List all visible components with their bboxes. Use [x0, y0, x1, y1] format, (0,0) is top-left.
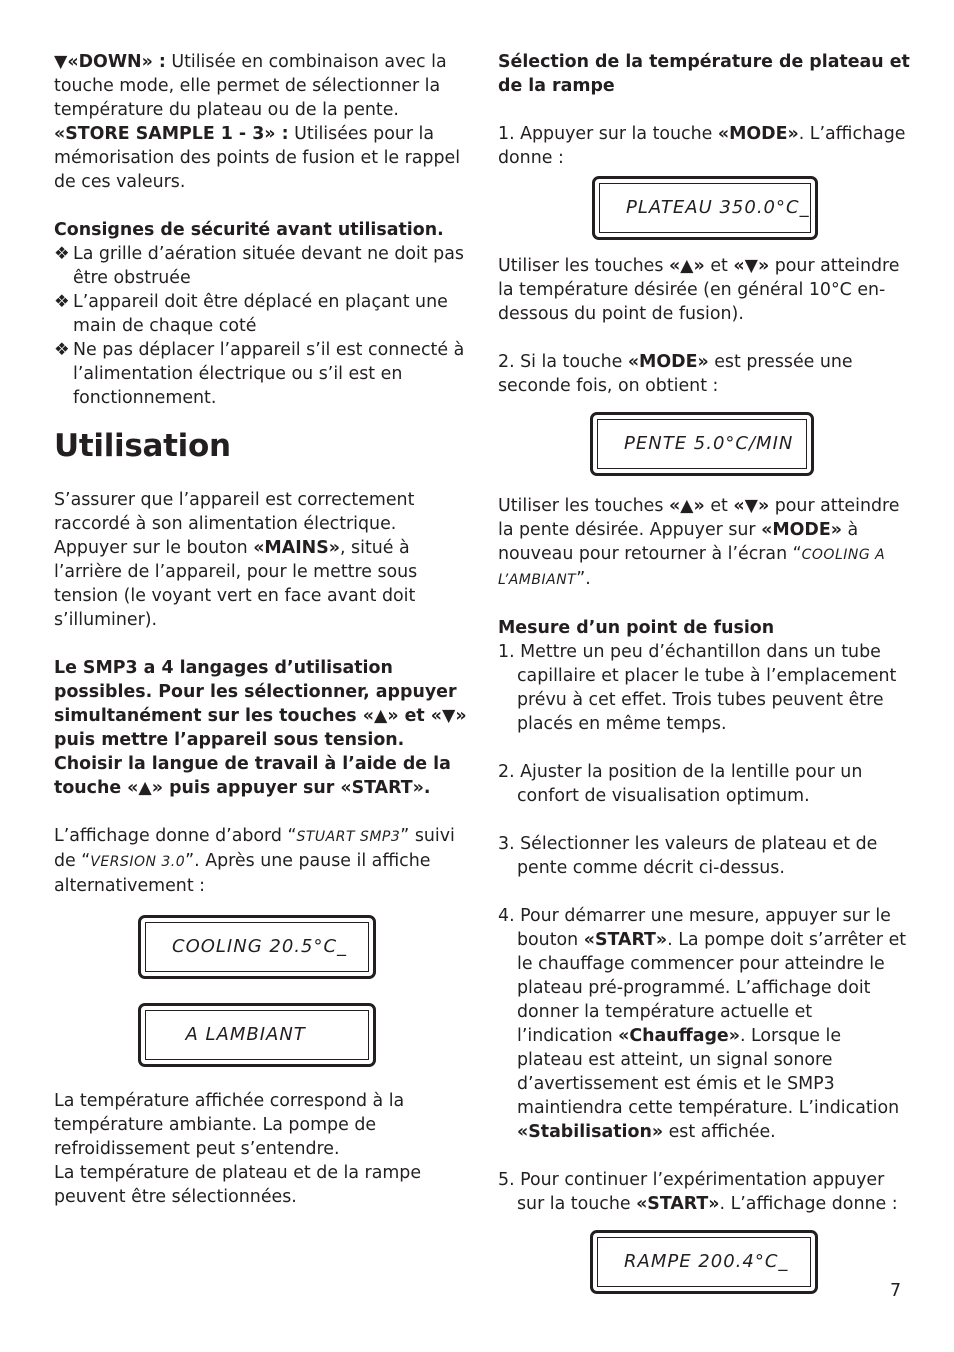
ambient-paragraph: La température affichée correspond à la température ambiante. La pompe de refroidissement peut s’entendre.	[54, 1091, 405, 1159]
lcd-text: A LAMBIANT	[145, 1010, 369, 1060]
melting-point-heading: Mesure d’un point de fusion	[498, 618, 775, 638]
bullet-icon: ❖	[54, 292, 70, 312]
safety-item	[54, 338, 468, 410]
store-key-label: «STORE SAMPLE 1 - 3» :	[54, 124, 289, 144]
down-key-text: Utilisée en combinaison avec la touche mode, elle permet de sélectionner la température du plateau ou de la pente.	[54, 52, 447, 120]
lcd-display-rampe	[590, 1230, 818, 1294]
safety-heading: Consignes de sécurité avant utilisation.	[54, 220, 444, 240]
store-key-paragraph	[54, 122, 468, 194]
lcd-text: PLATEAU 350.0°C_	[599, 183, 811, 233]
slope-adjust-paragraph: Utiliser les touches «▲» et «▼» pour atteindre la pente désirée. Appuyer sur «MODE» à nouveau pour retourner à l’écran “COOLING A L’AMBIANT”.	[498, 496, 900, 589]
inline-lcd-text: STUART SMP3	[296, 829, 401, 845]
safety-item	[54, 242, 468, 290]
mode-step-2: 2. Si la touche «MODE» est pressée une seconde fois, on obtient :	[498, 352, 853, 396]
section-title: Utilisation	[54, 428, 231, 464]
lcd-display-pente	[590, 412, 814, 476]
bullet-icon: ❖	[54, 340, 70, 360]
page-number: 7	[890, 1281, 902, 1301]
safety-item-text: L’appareil doit être déplacé en plaçant une main de chaque coté	[73, 292, 448, 336]
safety-item-text: Ne pas déplacer l’appareil s’il est connecté à l’alimentation électrique ou s’il est en fonctionnement.	[73, 340, 465, 408]
measure-step: 4. Pour démarrer une mesure, appuyer sur le bouton «START». La pompe doit s’arrêter et le chauffage commencer pour atteindre le plateau pré-programmé. L’affichage doit donner la température actuelle et l’indication «Chauffage». Lorsque le plateau est atteint, un signal sonore d’avertissement est émis et le SMP3 maintiendra cette température. L’indication «Stabilisation» est affichée.	[498, 906, 907, 1142]
bullet-icon: ❖	[54, 244, 70, 264]
selection-paragraph: La température de plateau et de la rampe peuvent être sélectionnées.	[54, 1163, 422, 1207]
measure-step: 2. Ajuster la position de la lentille pour un confort de visualisation optimum.	[498, 762, 863, 806]
measure-step: 1. Mettre un peu d’échantillon dans un tube capillaire et placer le tube à l’emplacement prévu à cet effet. Trois tubes peuvent être placés en même temps.	[498, 642, 897, 734]
inline-lcd-text: VERSION 3.0	[90, 854, 186, 870]
power-paragraph: S’assurer que l’appareil est correctement raccordé à son alimentation électrique. Appuyer sur le bouton «MAINS», situé à l’arrière de l’appareil, pour le mettre sous tension (le voyant vert en face avant doit s’illuminer).	[54, 490, 418, 630]
measure-step: 5. Pour continuer l’expérimentation appuyer sur la touche «START». L’affichage donne :	[498, 1170, 898, 1214]
lcd-text: COOLING 20.5°C_	[145, 922, 369, 972]
lcd-text: RAMPE 200.4°C_	[597, 1237, 811, 1287]
display-intro-paragraph: L’affichage donne d’abord “STUART SMP3” suivi de “VERSION 3.0”. Après une pause il affiche alternativement :	[54, 826, 455, 896]
down-key-paragraph	[54, 50, 468, 122]
lcd-display-cooling	[138, 915, 376, 979]
lcd-text: PENTE 5.0°C/MIN	[597, 419, 807, 469]
right-column	[498, 50, 912, 1294]
left-column	[54, 50, 468, 1209]
lcd-display-ambient	[138, 1003, 376, 1067]
safety-item-text: La grille d’aération située devant ne doit pas être obstruée	[73, 244, 464, 288]
language-paragraph: Le SMP3 a 4 langages d’utilisation possibles. Pour les sélectionner, appuyer simultanément sur les touches «▲» et «▼» puis mettre l’appareil sous tension. Choisir la langue de travail à l’aide de la touche «▲» puis appuyer sur «START».	[54, 658, 467, 798]
measure-step: 3. Sélectionner les valeurs de plateau et de pente comme décrit ci-dessus.	[498, 834, 878, 878]
plateau-heading: Sélection de la température de plateau et de la rampe	[498, 52, 910, 96]
down-key-label: ▼«DOWN» :	[54, 52, 166, 72]
inline-lcd-text: COOLING A L’AMBIANT	[498, 547, 886, 588]
safety-item	[54, 290, 468, 338]
lcd-display-plateau	[592, 176, 818, 240]
mode-step-1: 1. Appuyer sur la touche «MODE». L’affichage donne :	[498, 124, 906, 168]
plateau-adjust-paragraph: Utiliser les touches «▲» et «▼» pour atteindre la température désirée (en général 10°C en-dessous du point de fusion).	[498, 256, 900, 324]
store-key-text: Utilisées pour la mémorisation des points de fusion et le rappel de ces valeurs.	[54, 124, 461, 192]
